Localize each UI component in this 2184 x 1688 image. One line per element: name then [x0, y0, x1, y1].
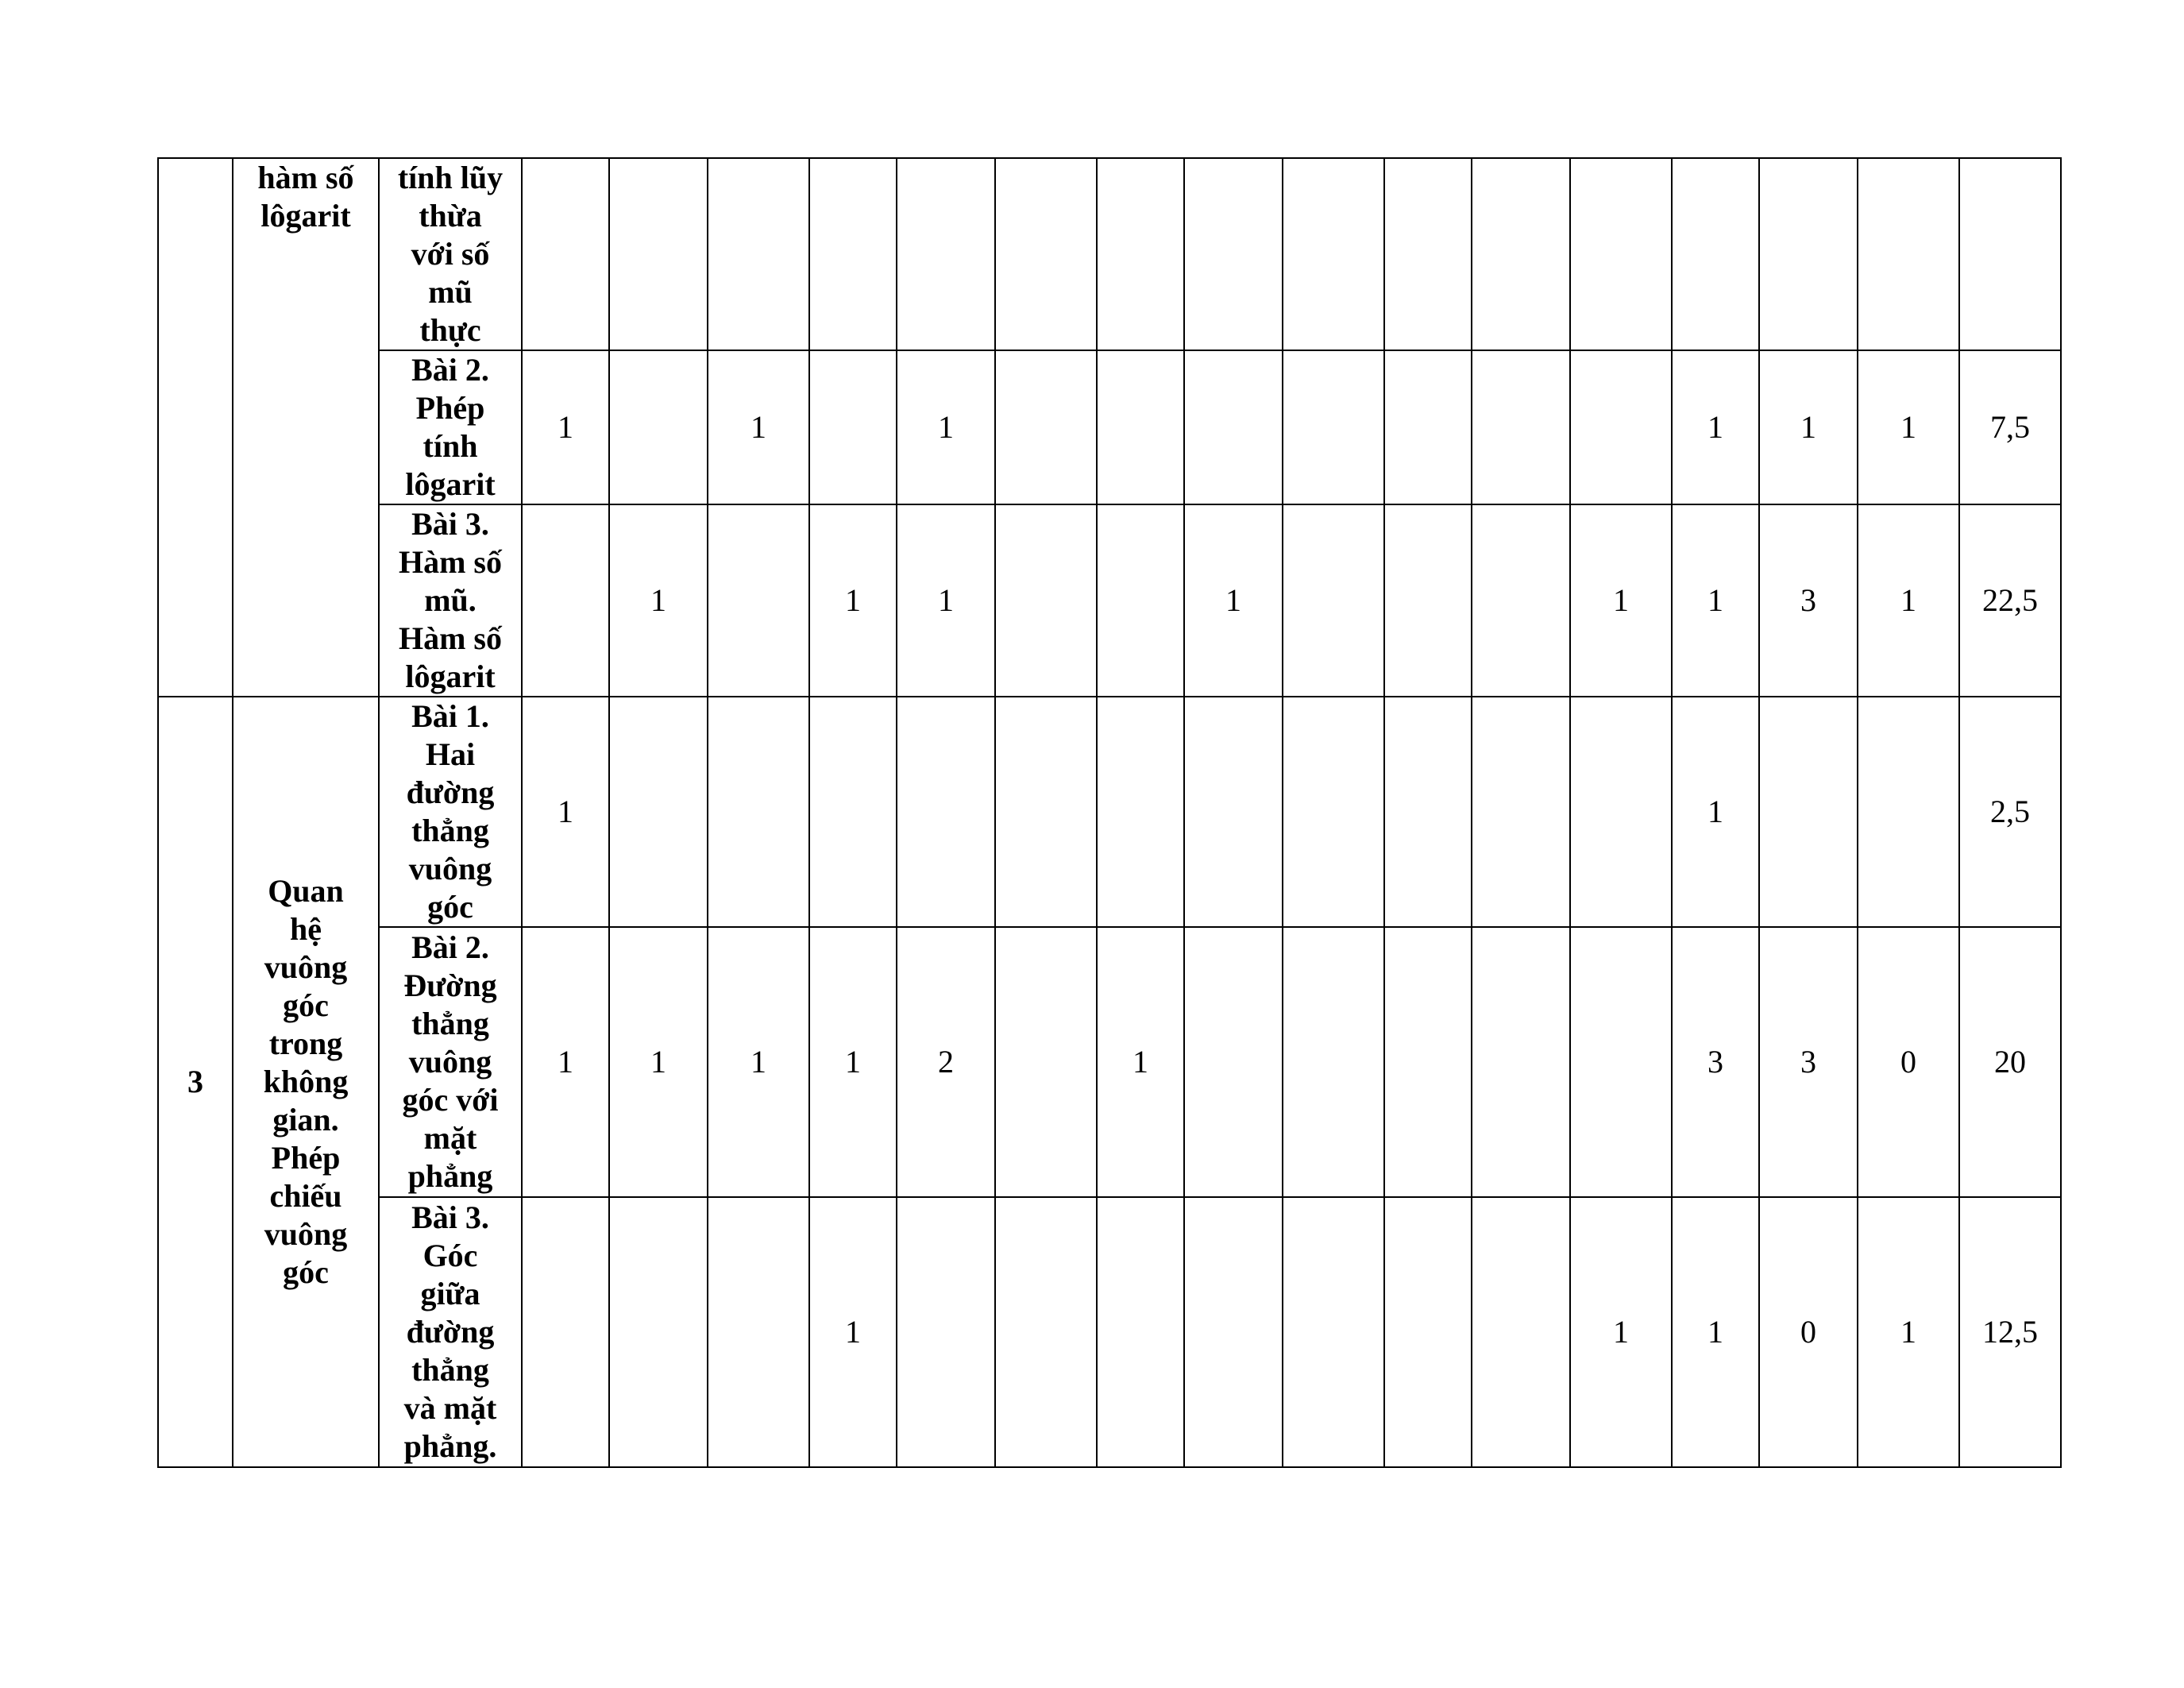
value-cell — [1097, 697, 1184, 927]
value-cell: 1 — [897, 504, 995, 697]
topic-label: hàm số lôgarit — [257, 160, 354, 234]
value-cell: 1 — [897, 350, 995, 504]
value-cell — [522, 1197, 609, 1467]
topic-cell — [233, 697, 379, 1467]
value-cell — [809, 350, 897, 504]
value-cell: 3 — [1759, 927, 1858, 1197]
value-cell — [609, 697, 708, 927]
percent-cell: 12,5 — [1959, 1197, 2061, 1467]
value-cell — [1858, 697, 1959, 927]
value-cell — [609, 1197, 708, 1467]
value-cell: 1 — [1672, 350, 1759, 504]
value-cell — [1472, 697, 1570, 927]
value-cell — [1097, 350, 1184, 504]
value-cell — [1283, 1197, 1384, 1467]
value-cell — [1283, 697, 1384, 927]
value-cell — [609, 158, 708, 350]
value-cell — [1472, 504, 1570, 697]
value-cell: 1 — [1858, 504, 1959, 697]
value-cell — [708, 697, 809, 927]
value-cell — [1384, 504, 1472, 697]
value-cell — [897, 158, 995, 350]
value-cell: 2 — [897, 927, 995, 1197]
value-cell — [1472, 350, 1570, 504]
table-row — [158, 1197, 2061, 1467]
value-cell: 1 — [1570, 504, 1672, 697]
value-cell: 1 — [1672, 697, 1759, 927]
value-cell: 1 — [708, 350, 809, 504]
value-cell — [1384, 697, 1472, 927]
percent-cell: 22,5 — [1959, 504, 2061, 697]
value-cell — [1570, 927, 1672, 1197]
value-cell — [1097, 158, 1184, 350]
value-cell — [1570, 697, 1672, 927]
value-cell — [995, 504, 1097, 697]
stt-cell: 3 — [158, 697, 233, 1467]
value-cell — [1283, 504, 1384, 697]
value-cell: 0 — [1858, 927, 1959, 1197]
value-cell: 1 — [609, 927, 708, 1197]
value-cell — [1570, 350, 1672, 504]
value-cell — [1759, 697, 1858, 927]
table-row — [158, 697, 2061, 927]
value-cell — [1570, 158, 1672, 350]
value-cell — [1472, 1197, 1570, 1467]
value-cell — [1384, 927, 1472, 1197]
value-cell: 1 — [522, 350, 609, 504]
table-row — [158, 927, 2061, 1197]
lesson-cell — [379, 504, 522, 697]
lesson-cell — [379, 697, 522, 927]
value-cell — [995, 350, 1097, 504]
table-row — [158, 158, 2061, 350]
value-cell: 1 — [1097, 927, 1184, 1197]
value-cell: 1 — [1858, 350, 1959, 504]
value-cell — [995, 927, 1097, 1197]
topic-label: Quan hệ vuông góc trong không gian. Phép chiếu vuông góc — [263, 873, 349, 1290]
value-cell: 0 — [1759, 1197, 1858, 1467]
percent-cell: 7,5 — [1959, 350, 2061, 504]
assessment-matrix-table — [157, 157, 2062, 1468]
value-cell: 1 — [522, 927, 609, 1197]
lesson-label: Bài 3. Góc giữa đường thẳng và mặt phẳng. — [403, 1199, 497, 1464]
value-cell — [1384, 1197, 1472, 1467]
value-cell — [609, 350, 708, 504]
value-cell — [809, 158, 897, 350]
lesson-label: Bài 3. Hàm số mũ. Hàm số lôgarit — [399, 506, 502, 694]
value-cell — [1097, 504, 1184, 697]
value-cell — [1384, 158, 1472, 350]
value-cell — [897, 697, 995, 927]
value-cell — [995, 1197, 1097, 1467]
value-cell — [995, 158, 1097, 350]
value-cell — [1184, 1197, 1283, 1467]
lesson-label: tính lũy thừa với số mũ thực — [397, 160, 504, 348]
lesson-label: Bài 2. Đường thẳng vuông góc với mặt phẳng — [402, 929, 499, 1194]
value-cell: 1 — [609, 504, 708, 697]
percent-cell: 2,5 — [1959, 697, 2061, 927]
lesson-cell — [379, 927, 522, 1197]
value-cell — [1858, 158, 1959, 350]
value-cell: 1 — [1858, 1197, 1959, 1467]
value-cell — [522, 158, 609, 350]
value-cell — [1472, 927, 1570, 1197]
value-cell: 1 — [1570, 1197, 1672, 1467]
value-cell — [708, 1197, 809, 1467]
value-cell: 1 — [809, 504, 897, 697]
value-cell: 1 — [1184, 504, 1283, 697]
value-cell — [1472, 158, 1570, 350]
topic-cell — [233, 158, 379, 697]
value-cell — [1184, 350, 1283, 504]
value-cell — [1184, 927, 1283, 1197]
value-cell: 1 — [708, 927, 809, 1197]
value-cell — [1283, 927, 1384, 1197]
value-cell — [1097, 1197, 1184, 1467]
percent-cell — [1959, 158, 2061, 350]
lesson-label: Bài 2. Phép tính lôgarit — [405, 352, 496, 502]
value-cell: 1 — [809, 1197, 897, 1467]
value-cell — [708, 504, 809, 697]
value-cell: 1 — [809, 927, 897, 1197]
lesson-cell — [379, 350, 522, 504]
table-row — [158, 504, 2061, 697]
value-cell — [995, 697, 1097, 927]
percent-cell: 20 — [1959, 927, 2061, 1197]
stt-cell-empty — [158, 158, 233, 697]
lesson-label: Bài 1. Hai đường thẳng vuông góc — [406, 698, 495, 925]
value-cell: 1 — [1672, 504, 1759, 697]
value-cell — [1283, 158, 1384, 350]
value-cell — [708, 158, 809, 350]
value-cell — [1283, 350, 1384, 504]
lesson-cell — [379, 1197, 522, 1467]
value-cell: 1 — [1672, 1197, 1759, 1467]
value-cell — [1184, 697, 1283, 927]
value-cell: 3 — [1672, 927, 1759, 1197]
value-cell: 1 — [522, 697, 609, 927]
value-cell — [897, 1197, 995, 1467]
value-cell — [522, 504, 609, 697]
value-cell — [809, 697, 897, 927]
value-cell — [1759, 158, 1858, 350]
value-cell — [1672, 158, 1759, 350]
value-cell: 3 — [1759, 504, 1858, 697]
table-row — [158, 350, 2061, 504]
lesson-cell — [379, 158, 522, 350]
value-cell: 1 — [1759, 350, 1858, 504]
value-cell — [1184, 158, 1283, 350]
value-cell — [1384, 350, 1472, 504]
